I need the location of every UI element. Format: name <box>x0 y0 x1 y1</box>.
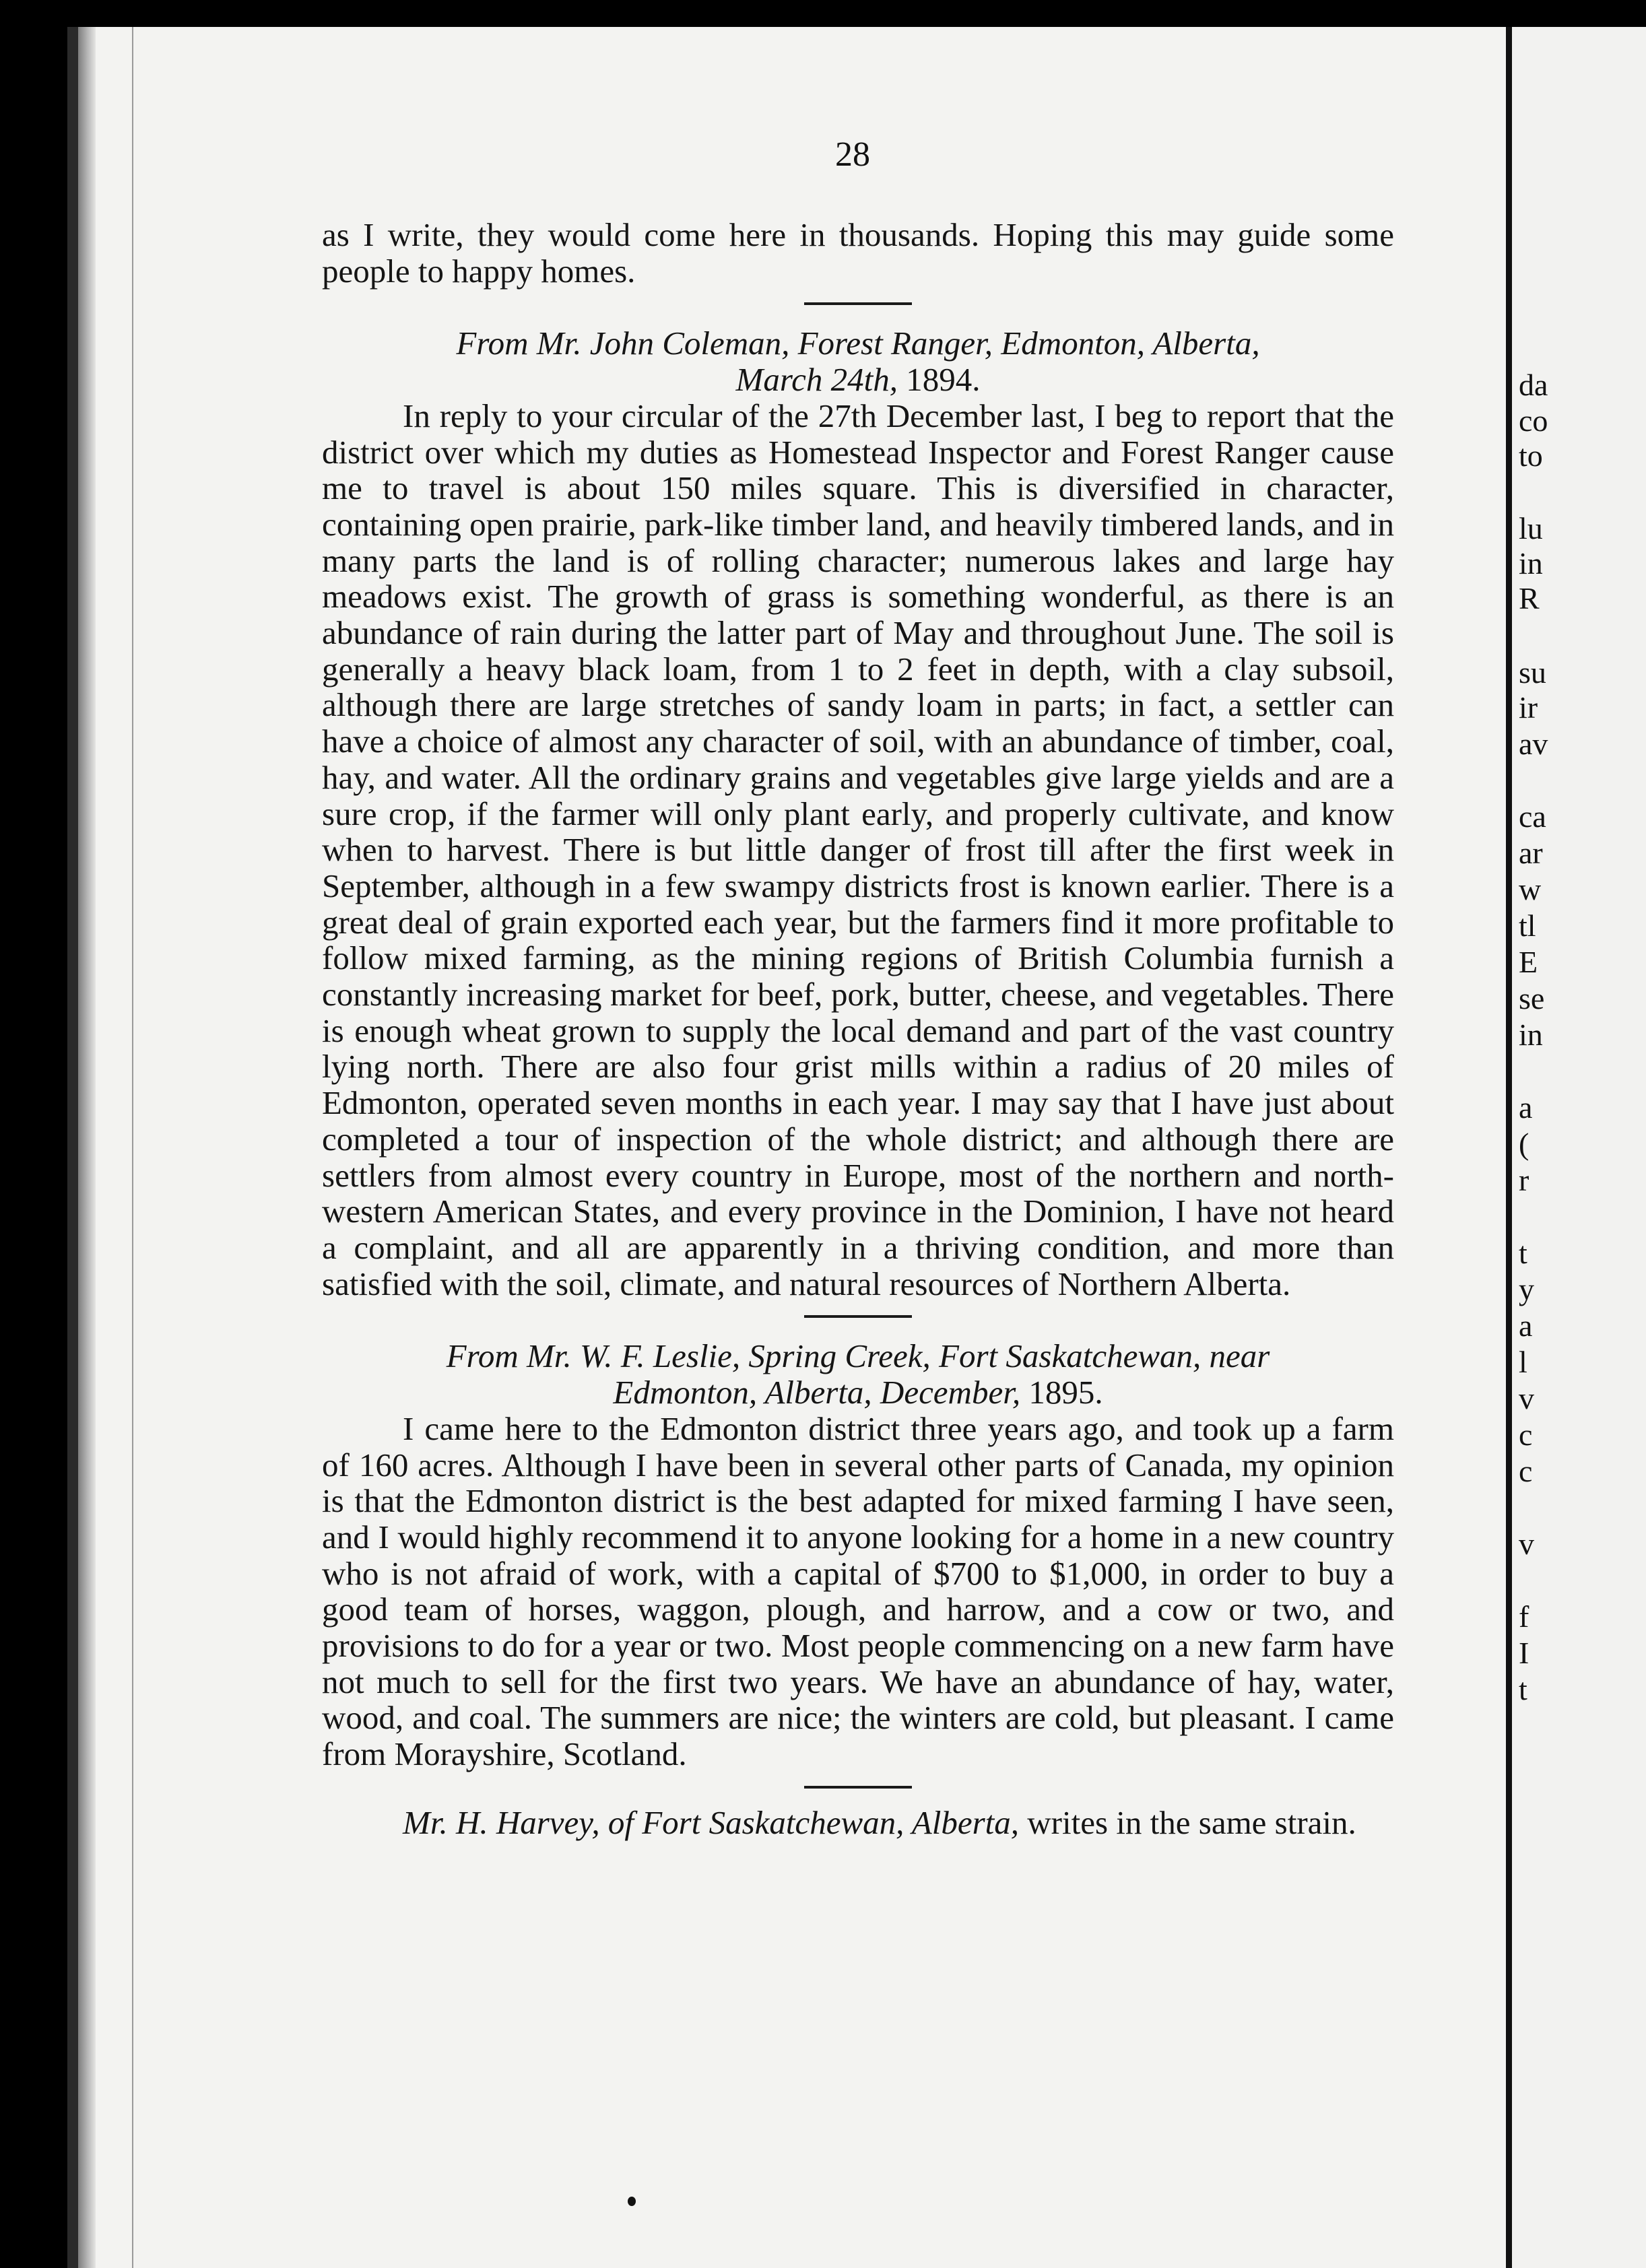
closing-note-italic: Mr. H. Harvey, of Fort Saskatchewan, Alberta, <box>403 1803 1020 1841</box>
adjacent-page-fragment: t <box>1519 1672 1527 1706</box>
adjacent-page-fragment: to <box>1519 438 1543 473</box>
adjacent-page-fragment: se <box>1519 981 1545 1015</box>
ink-spot <box>628 2197 636 2206</box>
adjacent-page-fragment: l <box>1519 1345 1527 1379</box>
adjacent-page-fragment: co <box>1519 403 1548 438</box>
adjacent-page-fragment: c <box>1519 1418 1533 1452</box>
binding-edge <box>78 27 96 2268</box>
letter-heading-line1: From Mr. John Coleman, Forest Ranger, Edmonton, Alberta, <box>456 325 1260 362</box>
letter-body: In reply to your circular of the 27th December last, I beg to report that the district over which my duties as Homestead Inspector and Forest Ranger cause me to travel is about 150 miles square. This is diversified in character, containing open prairie, park-like timber land, and heavily timbered lands, and in many parts the land is of rolling character; numerous lakes and large hay meadows exist. The growth of grass is something wonderful, as there is an abundance of rain during the latter part of May and throughout June. The soil is generally a heavy black loam, from 1 to 2 feet in depth, with a clay subsoil, although there are large stretches of sandy loam in parts; in fact, a settler can have a choice of almost any character of soil, with an abundance of timber, coal, hay, and water. All the ordinary grains and vegetables give large yields and are a sure crop, if the farmer will only plant early, and properly cultivate, and know when to harvest. There is but little danger of frost till after the first week in September, although in a few swampy districts frost is known earlier. There is a great deal of grain exported each year, but the farmers find it more profitable to follow mixed farming, as the mining regions of British Columbia furnish a constantly increasing market for beef, pork, butter, cheese, and vegetables. There is enough wheat grown to supply the local demand and part of the vast country lying north. There are also four grist mills within a radius of 20 miles of Edmonton, operated seven months in each year. I may say that I have just about completed a tour of inspection of the whole district; and although there are settlers from almost every country in Europe, most of the northern and north-western American States, and every province in the Dominion, I have not heard a complaint, and all are apparently in a thriving condition, and more than satisfied with the soil, climate, and natural resources of Northern Alberta. <box>322 397 1394 1302</box>
adjacent-page-fragment: ca <box>1519 799 1546 834</box>
adjacent-page-fragment: av <box>1519 727 1548 761</box>
letter-heading-date: March 24th, <box>735 361 898 399</box>
letter-heading-date: Edmonton, Alberta, December, <box>613 1374 1021 1411</box>
letter-heading <box>322 1338 1394 1410</box>
adjacent-page-fragment: R <box>1519 581 1540 615</box>
letter-heading <box>322 325 1394 397</box>
adjacent-page-fragment: in <box>1519 1018 1543 1052</box>
letter-heading-line1: From Mr. W. F. Leslie, Spring Creek, Fort Saskatchewan, near <box>446 1337 1270 1375</box>
letter-heading-year: 1894. <box>897 361 981 399</box>
section-rule <box>804 1786 912 1789</box>
letter-body: I came here to the Edmonton district three years ago, and took up a farm of 160 acres. Although I have been in several other parts of Canada, my opinion is that the Edmonton district is the best adapted for mixed farming I have seen, and I would highly recommend it to anyone looking for a home in a new country who is not afraid of work, with a capital of $700 to $1,000, in order to buy a good team of horses, waggon, plough, and harrow, and a cow or two, and provisions to do for a year or two. Most people commencing on a new farm have not much to sell for the first two years. We have an abundance of hay, water, wood, and coal. The summers are nice; the winters are cold, but pleasant. I came from Morayshire, Scotland. <box>322 1409 1394 1773</box>
section-rule <box>804 1315 912 1318</box>
adjacent-page-fragment: t <box>1519 1236 1527 1270</box>
adjacent-page-fragment: ( <box>1519 1127 1529 1161</box>
adjacent-page-fragment: tl <box>1519 908 1536 943</box>
binding-shadow <box>67 27 78 2268</box>
adjacent-page-fragment: v <box>1519 1527 1534 1561</box>
adjacent-page-fragment: da <box>1519 368 1548 402</box>
adjacent-page-fragment: E <box>1519 945 1538 979</box>
adjacent-page-fragment: in <box>1519 546 1543 580</box>
adjacent-page-fragment: a <box>1519 1308 1533 1343</box>
adjacent-page-fragment: w <box>1519 872 1542 906</box>
adjacent-page-fragment: r <box>1519 1163 1529 1197</box>
section-rule <box>804 302 912 305</box>
gutter-line <box>132 27 133 2268</box>
adjacent-page-fragment: su <box>1519 655 1546 690</box>
page-divider <box>1506 27 1512 2268</box>
adjacent-page-fragment: ar <box>1519 836 1543 870</box>
adjacent-page-fragment: I <box>1519 1636 1529 1670</box>
adjacent-page-fragment: y <box>1519 1272 1534 1306</box>
opening-lines: as I write, they would come here in thousands. Hoping this may guide some people to happy homes. <box>322 216 1394 290</box>
adjacent-page <box>1512 27 1646 2268</box>
adjacent-page-fragment: ir <box>1519 690 1538 725</box>
adjacent-page-fragment: c <box>1519 1454 1533 1488</box>
page-number: 28 <box>835 135 870 174</box>
closing-note-text: writes in the same strain. <box>1019 1803 1356 1841</box>
adjacent-page-fragment: f <box>1519 1599 1529 1634</box>
adjacent-page-fragment: lu <box>1519 511 1543 545</box>
closing-note <box>322 1805 1394 1841</box>
adjacent-page-fragment: a <box>1519 1090 1533 1125</box>
letter-heading-year: 1895. <box>1020 1374 1103 1411</box>
adjacent-page-fragment: v <box>1519 1381 1534 1415</box>
page-content <box>322 217 1394 1841</box>
